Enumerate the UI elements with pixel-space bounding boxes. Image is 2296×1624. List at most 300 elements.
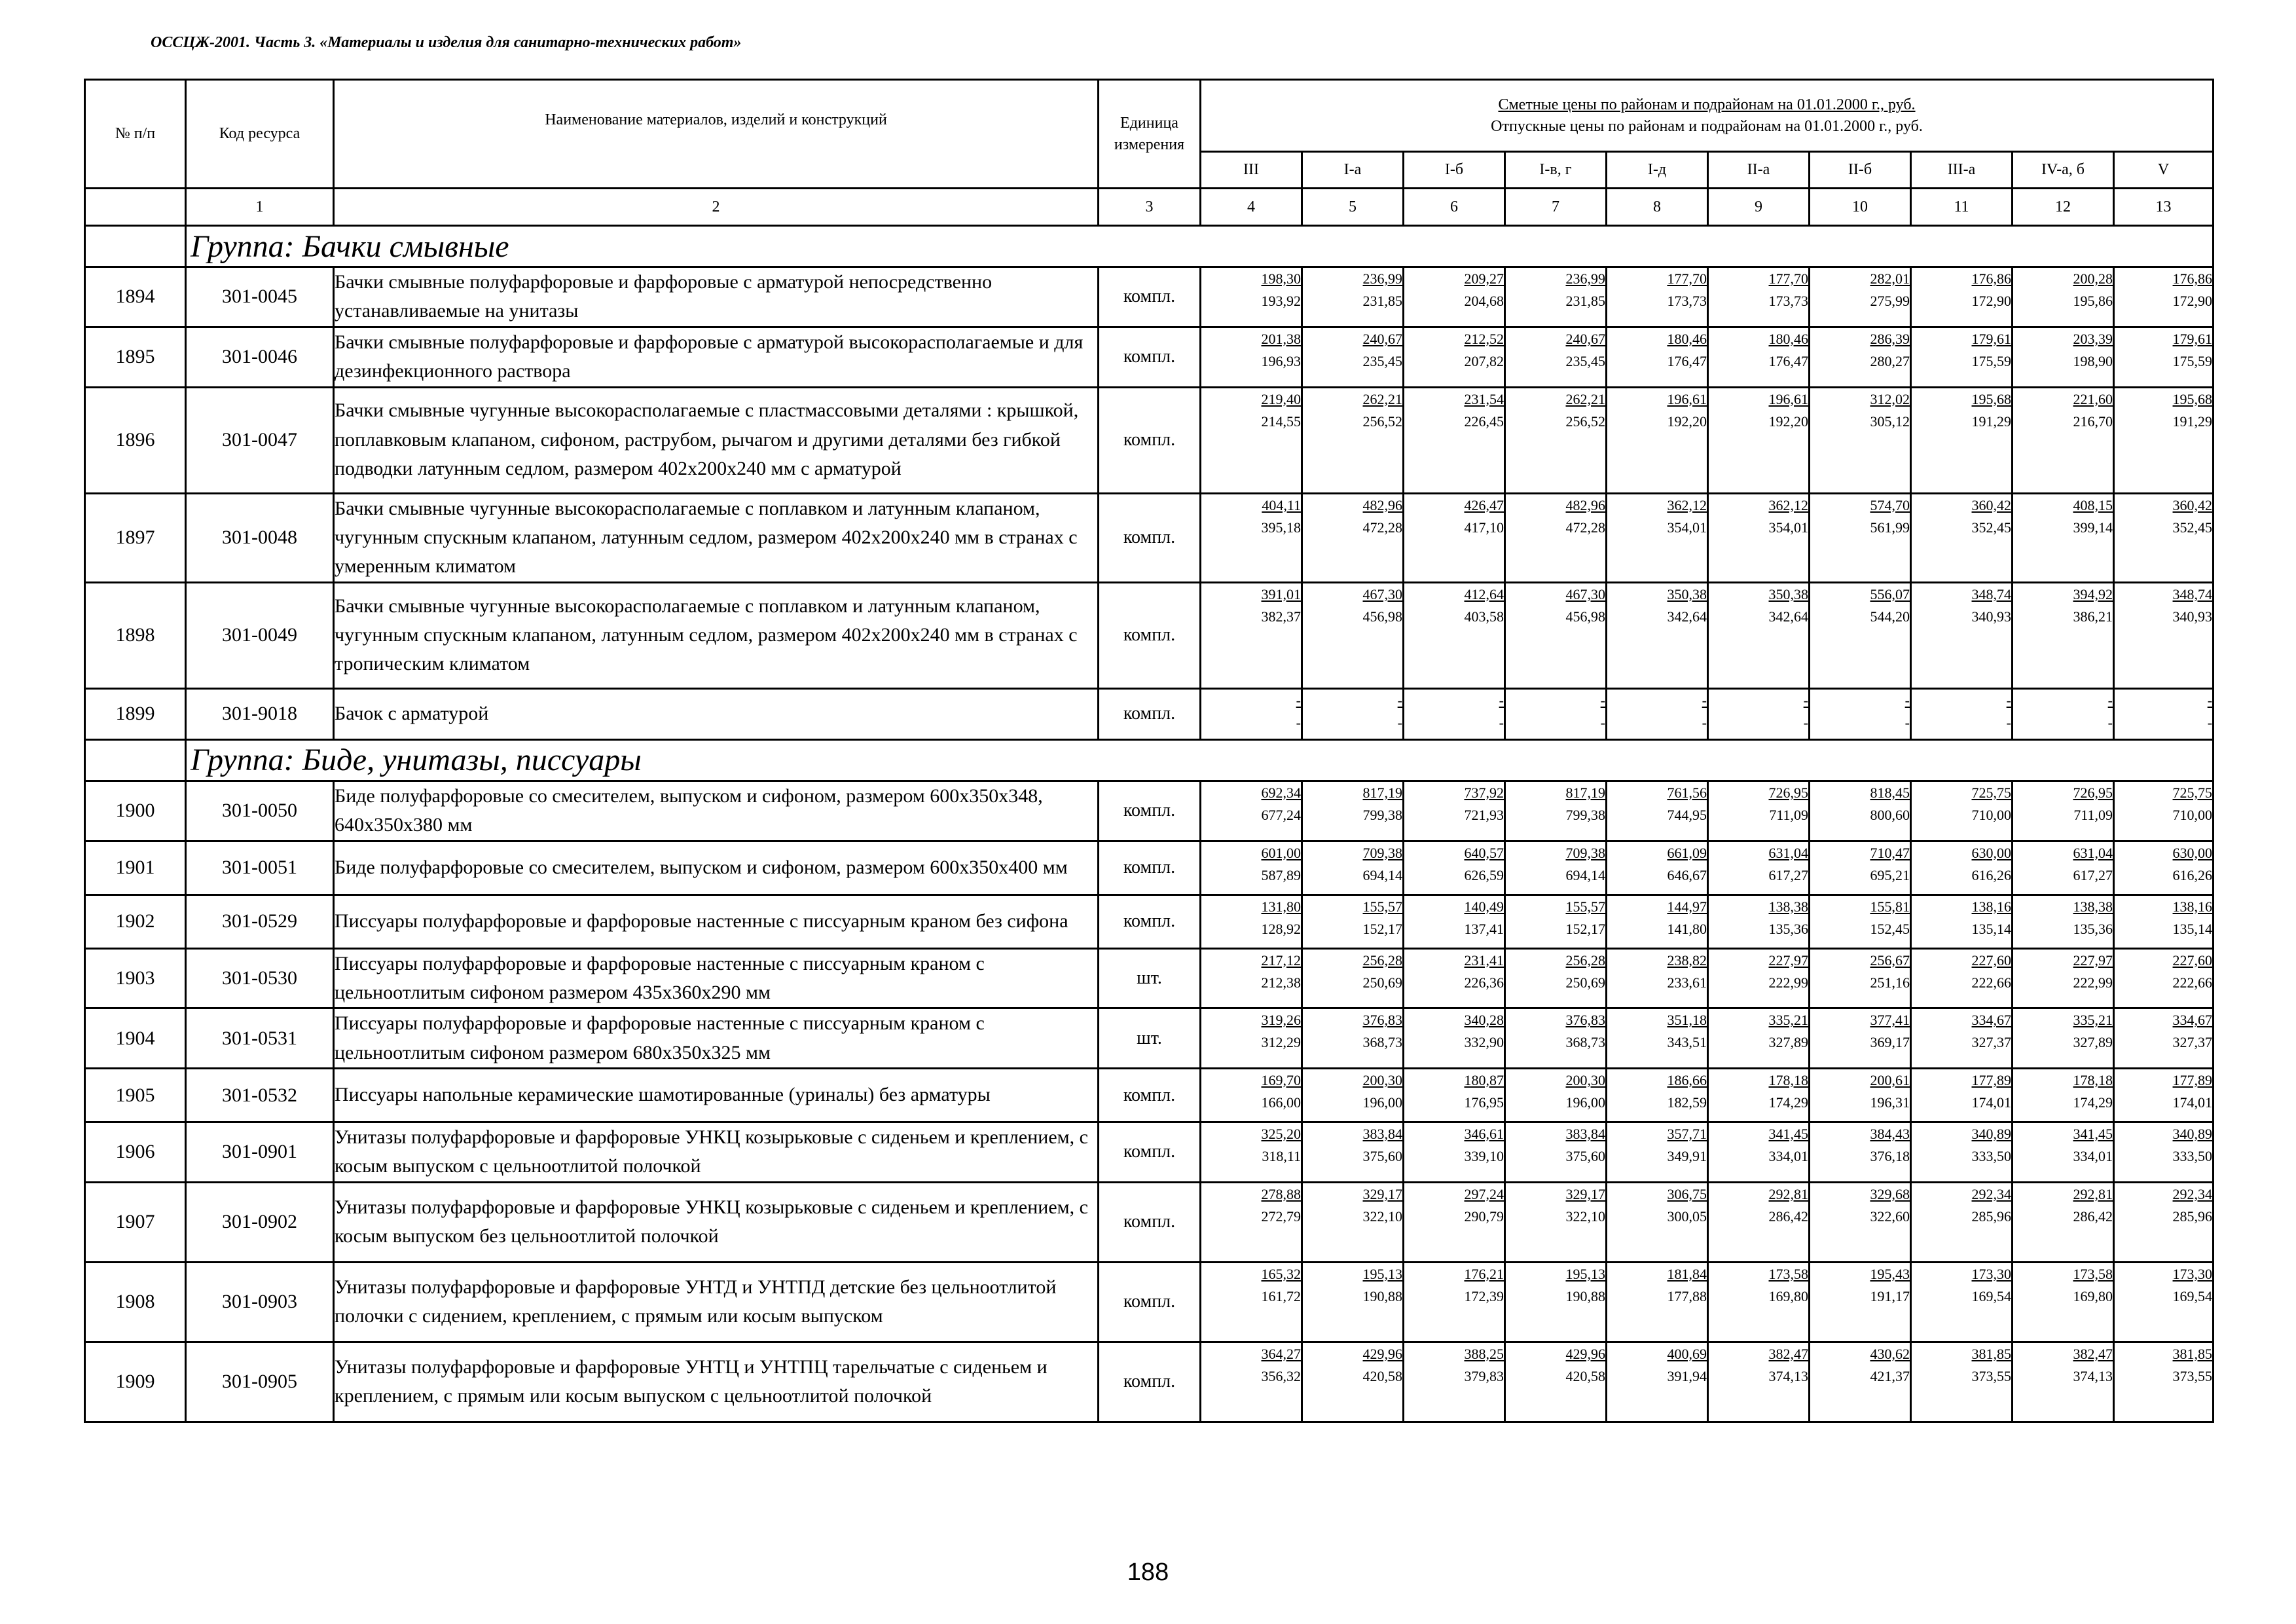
- estimated-price: 364,27: [1261, 1345, 1301, 1362]
- price-cell: [1607, 1262, 1708, 1342]
- price-cell: [1708, 493, 1810, 582]
- estimated-price: 709,38: [1362, 844, 1402, 861]
- estimated-price: 286,39: [1870, 330, 1910, 347]
- release-price: 172,90: [1971, 293, 2011, 310]
- price-cell: [1505, 1008, 1607, 1069]
- estimated-price: 383,84: [1362, 1126, 1402, 1143]
- estimated-price: 381,85: [2172, 1345, 2213, 1362]
- price-cell: [1911, 493, 2013, 582]
- estimated-price: 140,49: [1464, 898, 1504, 915]
- estimated-price: 329,17: [1362, 1185, 1402, 1202]
- price-cell: [1911, 688, 2013, 739]
- header-no: № п/п: [85, 80, 186, 189]
- estimated-price: 340,28: [1464, 1012, 1504, 1029]
- row-number: 1901: [85, 841, 186, 895]
- release-price: 135,36: [2073, 920, 2113, 937]
- estimated-price: 630,00: [2172, 844, 2213, 861]
- price-cell: [1607, 841, 1708, 895]
- estimated-price: 181,84: [1667, 1265, 1707, 1282]
- material-name: Унитазы полуфарфоровые и фарфоровые УНКЦ козырьковые с сиденьем и креплением, с косым выпуском без цельноотлитой полочкой: [334, 1182, 1099, 1262]
- price-cell: [2013, 327, 2114, 387]
- row-number: 1895: [85, 327, 186, 387]
- price-cell: [1810, 327, 1911, 387]
- column-number: 11: [1911, 189, 2013, 226]
- estimated-price: 360,42: [2172, 496, 2213, 513]
- price-cell: [1810, 688, 1911, 739]
- price-cell: [1201, 781, 1302, 841]
- estimated-price: -: [1904, 692, 1910, 709]
- estimated-price: 391,01: [1261, 585, 1301, 602]
- release-price: 456,98: [1362, 608, 1402, 625]
- material-name: Писсуары полуфарфоровые и фарфоровые настенные с писсуарным краном без сифона: [334, 895, 1099, 948]
- estimated-price: 429,96: [1565, 1345, 1605, 1362]
- unit-of-measure: компл.: [1099, 327, 1201, 387]
- price-cell: [1302, 387, 1404, 493]
- price-cell: [1201, 1262, 1302, 1342]
- estimated-price: 630,00: [1971, 844, 2011, 861]
- material-name: Бачки смывные чугунные высокорасполагаемые с поплавком и латунным клапаном, чугунным спускным клапаном, латунным седлом, размером 402х200х240 мм в странах с тропическим климатом: [334, 582, 1099, 688]
- release-price: 235,45: [1362, 352, 1402, 369]
- release-price: 544,20: [1870, 608, 1910, 625]
- estimated-price: 227,97: [2073, 951, 2113, 969]
- release-price: 339,10: [1464, 1148, 1504, 1165]
- release-price: 272,79: [1261, 1208, 1301, 1225]
- price-cell: [2114, 1182, 2214, 1262]
- price-cell: [1505, 1342, 1607, 1422]
- price-cell: [1607, 1069, 1708, 1122]
- estimated-price: 341,45: [2073, 1126, 2113, 1143]
- estimated-price: 176,21: [1464, 1265, 1504, 1282]
- estimated-price: 196,61: [1768, 390, 1808, 407]
- material-name: Бачки смывные полуфарфоровые и фарфоровые с арматурой высокорасполагаемые и для дезинфекционного раствора: [334, 327, 1099, 387]
- price-cell: [1404, 688, 1505, 739]
- release-price: 152,45: [1870, 920, 1910, 937]
- estimated-price: 200,30: [1362, 1072, 1402, 1089]
- release-price: 135,14: [1971, 920, 2011, 937]
- release-price: 174,01: [1971, 1094, 2011, 1111]
- estimated-price: 292,34: [1971, 1185, 2011, 1202]
- release-price: 135,36: [1768, 920, 1808, 937]
- release-price: 694,14: [1362, 866, 1402, 883]
- price-cell: [2114, 327, 2214, 387]
- header-release-prices: Отпускные цены по районам и подрайонам на 01.01.2000 г., руб.: [1491, 117, 1923, 135]
- release-price: 128,92: [1261, 920, 1301, 937]
- release-price: 169,80: [2073, 1287, 2113, 1304]
- column-number: 1: [186, 189, 334, 226]
- estimated-price: 340,89: [2172, 1126, 2213, 1143]
- release-price: 193,92: [1261, 293, 1301, 310]
- column-number: 9: [1708, 189, 1810, 226]
- release-price: -: [1702, 714, 1707, 731]
- estimated-price: 179,61: [1971, 330, 2011, 347]
- price-cell: [1911, 895, 2013, 948]
- release-price: 382,37: [1261, 608, 1301, 625]
- release-price: 561,99: [1870, 519, 1910, 536]
- release-price: 334,01: [2073, 1148, 2113, 1165]
- price-cell: [1302, 582, 1404, 688]
- estimated-price: 165,32: [1261, 1265, 1301, 1282]
- column-number-blank: [85, 189, 186, 226]
- table-row: [85, 1008, 2214, 1069]
- release-price: 250,69: [1362, 974, 1402, 991]
- estimated-price: 177,89: [2172, 1072, 2213, 1089]
- estimated-price: 177,70: [1768, 270, 1808, 287]
- table-row: [85, 267, 2214, 327]
- release-price: 222,99: [2073, 974, 2113, 991]
- price-cell: [1708, 1262, 1810, 1342]
- release-price: 222,66: [1971, 974, 2011, 991]
- release-price: 191,17: [1870, 1287, 1910, 1304]
- price-cell: [2114, 582, 2214, 688]
- release-price: 349,91: [1667, 1148, 1707, 1165]
- price-cell: [1201, 1008, 1302, 1069]
- release-price: 403,58: [1464, 608, 1504, 625]
- material-name: Писсуары полуфарфоровые и фарфоровые настенные с писсуарным краном с цельноотлитым сифоном размером 680х350х325 мм: [334, 1008, 1099, 1069]
- estimated-price: 155,57: [1362, 898, 1402, 915]
- price-cell: [2114, 267, 2214, 327]
- estimated-price: 362,12: [1768, 496, 1808, 513]
- estimated-price: 362,12: [1667, 496, 1707, 513]
- price-cell: [1911, 582, 2013, 688]
- unit-of-measure: компл.: [1099, 267, 1201, 327]
- price-cell: [2013, 1008, 2114, 1069]
- release-price: 182,59: [1667, 1094, 1707, 1111]
- material-name: Бачки смывные полуфарфоровые и фарфоровые с арматурой непосредственно устанавливаемые на унитазы: [334, 267, 1099, 327]
- release-price: -: [1904, 714, 1910, 731]
- row-number: 1896: [85, 387, 186, 493]
- unit-of-measure: шт.: [1099, 948, 1201, 1008]
- release-price: -: [1296, 714, 1301, 731]
- column-number: 5: [1302, 189, 1404, 226]
- release-price: 231,85: [1565, 293, 1605, 310]
- estimated-price: 709,38: [1565, 844, 1605, 861]
- price-cell: [1607, 1182, 1708, 1262]
- release-price: 374,13: [2073, 1367, 2113, 1384]
- release-price: 176,47: [1768, 352, 1808, 369]
- estimated-price: 212,52: [1464, 330, 1504, 347]
- price-cell: [1911, 1069, 2013, 1122]
- estimated-price: 231,54: [1464, 390, 1504, 407]
- release-price: 421,37: [1870, 1367, 1910, 1384]
- estimated-price: 219,40: [1261, 390, 1301, 407]
- header-region: III-а: [1911, 152, 2013, 189]
- release-price: 174,29: [1768, 1094, 1808, 1111]
- price-cell: [1708, 1069, 1810, 1122]
- price-cell: [1708, 895, 1810, 948]
- page-number: 188: [1127, 1559, 1169, 1586]
- table-row: [85, 582, 2214, 688]
- material-name: Унитазы полуфарфоровые и фарфоровые УНКЦ козырьковые с сиденьем и креплением, с косым выпуском с цельноотлитой полочкой: [334, 1122, 1099, 1183]
- release-price: 322,10: [1362, 1208, 1402, 1225]
- material-name: Бачки смывные чугунные высокорасполагаемые с пластмассовыми деталями : крышкой, поплавковым клапаном, сифоном, раструбом, рычагом и другими деталями без гибкой подводки латунным седлом, размером 402х200х240 мм с арматурой: [334, 387, 1099, 493]
- unit-of-measure: компл.: [1099, 387, 1201, 493]
- release-price: 174,01: [2172, 1094, 2213, 1111]
- release-price: 174,29: [2073, 1094, 2113, 1111]
- price-cell: [1201, 387, 1302, 493]
- estimated-price: -: [2107, 692, 2113, 709]
- price-cell: [2114, 1122, 2214, 1183]
- estimated-price: 227,97: [1768, 951, 1808, 969]
- release-price: 275,99: [1870, 293, 1910, 310]
- release-price: 369,17: [1870, 1034, 1910, 1051]
- estimated-price: 329,68: [1870, 1185, 1910, 1202]
- price-cell: [2013, 387, 2114, 493]
- release-price: 235,45: [1565, 352, 1605, 369]
- price-cell: [1607, 1122, 1708, 1183]
- release-price: 327,37: [1971, 1034, 2011, 1051]
- price-table: [84, 79, 2214, 1423]
- column-number: 12: [2013, 189, 2114, 226]
- price-cell: [1708, 327, 1810, 387]
- estimated-price: 217,12: [1261, 951, 1301, 969]
- price-cell: [2013, 1262, 2114, 1342]
- estimated-price: 180,46: [1667, 330, 1707, 347]
- material-name: Биде полуфарфоровые со смесителем, выпуском и сифоном, размером 600х350х400 мм: [334, 841, 1099, 895]
- row-number: 1897: [85, 493, 186, 582]
- release-price: 799,38: [1565, 806, 1605, 823]
- estimated-price: 292,81: [2073, 1185, 2113, 1202]
- price-cell: [2114, 387, 2214, 493]
- header-prices: [1201, 80, 2214, 152]
- estimated-price: 195,43: [1870, 1265, 1910, 1282]
- estimated-price: 200,30: [1565, 1072, 1605, 1089]
- price-cell: [1810, 267, 1911, 327]
- release-price: 175,59: [1971, 352, 2011, 369]
- estimated-price: 710,47: [1870, 844, 1910, 861]
- release-price: 192,20: [1667, 413, 1707, 430]
- price-cell: [1607, 387, 1708, 493]
- price-cell: [2013, 1069, 2114, 1122]
- release-price: 169,80: [1768, 1287, 1808, 1304]
- estimated-price: 195,13: [1565, 1265, 1605, 1282]
- estimated-price: 138,16: [2172, 898, 2213, 915]
- price-cell: [1201, 267, 1302, 327]
- estimated-price: 325,20: [1261, 1126, 1301, 1143]
- release-price: -: [1499, 714, 1504, 731]
- price-cell: [1302, 1262, 1404, 1342]
- estimated-price: 144,97: [1667, 898, 1707, 915]
- header-region: I-а: [1302, 152, 1404, 189]
- release-price: 334,01: [1768, 1148, 1808, 1165]
- estimated-price: 292,34: [2172, 1185, 2213, 1202]
- release-price: 587,89: [1261, 866, 1301, 883]
- resource-code: 301-0051: [186, 841, 334, 895]
- release-price: 137,41: [1464, 920, 1504, 937]
- unit-of-measure: компл.: [1099, 781, 1201, 841]
- resource-code: 301-0532: [186, 1069, 334, 1122]
- price-cell: [1302, 1069, 1404, 1122]
- price-cell: [1810, 1182, 1911, 1262]
- price-cell: [1302, 1008, 1404, 1069]
- price-cell: [1810, 1008, 1911, 1069]
- release-price: 166,00: [1261, 1094, 1301, 1111]
- release-price: 472,28: [1565, 519, 1605, 536]
- resource-code: 301-0905: [186, 1342, 334, 1422]
- price-cell: [2114, 1069, 2214, 1122]
- release-price: 327,89: [1768, 1034, 1808, 1051]
- unit-of-measure: компл.: [1099, 688, 1201, 739]
- estimated-price: 725,75: [1971, 784, 2011, 801]
- price-cell: [2013, 493, 2114, 582]
- estimated-price: 348,74: [1971, 585, 2011, 602]
- row-number: 1909: [85, 1342, 186, 1422]
- estimated-price: 382,47: [1768, 1345, 1808, 1362]
- estimated-price: 329,17: [1565, 1185, 1605, 1202]
- estimated-price: 297,24: [1464, 1185, 1504, 1202]
- estimated-price: 278,88: [1261, 1185, 1301, 1202]
- table-row: [85, 688, 2214, 739]
- price-cell: [1404, 948, 1505, 1008]
- price-cell: [2114, 1262, 2214, 1342]
- estimated-price: 227,60: [1971, 951, 2011, 969]
- estimated-price: 178,18: [1768, 1072, 1808, 1089]
- row-number: 1907: [85, 1182, 186, 1262]
- release-price: 368,73: [1362, 1034, 1402, 1051]
- release-price: 196,93: [1261, 352, 1301, 369]
- release-price: 251,16: [1870, 974, 1910, 991]
- price-cell: [1201, 895, 1302, 948]
- price-cell: [1708, 1122, 1810, 1183]
- estimated-price: 173,30: [2172, 1265, 2213, 1282]
- estimated-price: 282,01: [1870, 270, 1910, 287]
- release-price: 207,82: [1464, 352, 1504, 369]
- header-region: III: [1201, 152, 1302, 189]
- price-cell: [1810, 493, 1911, 582]
- price-cell: [2114, 1008, 2214, 1069]
- price-cell: [1201, 1069, 1302, 1122]
- estimated-price: 426,47: [1464, 496, 1504, 513]
- price-cell: [2114, 781, 2214, 841]
- price-cell: [1708, 1182, 1810, 1262]
- release-price: 354,01: [1667, 519, 1707, 536]
- estimated-price: 388,25: [1464, 1345, 1504, 1362]
- estimated-price: -: [1702, 692, 1707, 709]
- release-price: 354,01: [1768, 519, 1808, 536]
- price-cell: [1404, 582, 1505, 688]
- price-cell: [1607, 267, 1708, 327]
- estimated-price: 335,21: [2073, 1012, 2113, 1029]
- price-cell: [1911, 841, 2013, 895]
- price-cell: [1505, 1182, 1607, 1262]
- release-price: 176,95: [1464, 1094, 1504, 1111]
- estimated-price: 256,28: [1362, 951, 1402, 969]
- release-price: 376,18: [1870, 1148, 1910, 1165]
- price-cell: [1302, 1182, 1404, 1262]
- estimated-price: 240,67: [1565, 330, 1605, 347]
- release-price: 710,00: [1971, 806, 2011, 823]
- estimated-price: -: [1397, 692, 1402, 709]
- release-price: 799,38: [1362, 806, 1402, 823]
- price-cell: [1607, 493, 1708, 582]
- price-cell: [1505, 267, 1607, 327]
- release-price: 190,88: [1565, 1287, 1605, 1304]
- estimated-price: 351,18: [1667, 1012, 1707, 1029]
- material-name: Унитазы полуфарфоровые и фарфоровые УНТЦ и УНТПЦ тарельчатые с сиденьем и креплением, с прямым или косым выпуском с цельноотлитой полочкой: [334, 1342, 1099, 1422]
- material-name: Унитазы полуфарфоровые и фарфоровые УНТД и УНТПД детские без цельноотлитой полочки с сидением, креплением, с прямым или косым выпуском: [334, 1262, 1099, 1342]
- release-price: 312,29: [1261, 1034, 1301, 1051]
- release-price: 176,47: [1667, 352, 1707, 369]
- release-price: 342,64: [1667, 608, 1707, 625]
- group-row-blank: [85, 739, 186, 781]
- material-name: Писсуары напольные керамические шамотированные (уриналы) без арматуры: [334, 1069, 1099, 1122]
- price-cell: [1404, 895, 1505, 948]
- header-estimated-prices: Сметные цены по районам и подрайонам на 01.01.2000 г., руб.: [1498, 96, 1916, 114]
- estimated-price: 335,21: [1768, 1012, 1808, 1029]
- material-name: Бачок с арматурой: [334, 688, 1099, 739]
- price-cell: [1201, 582, 1302, 688]
- estimated-price: 173,58: [1768, 1265, 1808, 1282]
- release-price: 352,45: [1971, 519, 2011, 536]
- price-cell: [1201, 1342, 1302, 1422]
- release-price: 710,00: [2172, 806, 2213, 823]
- resource-code: 301-0903: [186, 1262, 334, 1342]
- price-cell: [1505, 493, 1607, 582]
- price-cell: [1810, 1262, 1911, 1342]
- release-price: 214,55: [1261, 413, 1301, 430]
- price-cell: [1708, 688, 1810, 739]
- price-cell: [1810, 781, 1911, 841]
- unit-of-measure: компл.: [1099, 1182, 1201, 1262]
- material-name: Писсуары полуфарфоровые и фарфоровые настенные с писсуарным краном с цельноотлитым сифоном размером 435х360х290 мм: [334, 948, 1099, 1008]
- resource-code: 301-0901: [186, 1122, 334, 1183]
- release-price: 340,93: [1971, 608, 2011, 625]
- release-price: 161,72: [1261, 1287, 1301, 1304]
- column-number: 2: [334, 189, 1099, 226]
- estimated-price: 195,13: [1362, 1265, 1402, 1282]
- group-row-blank: [85, 226, 186, 267]
- estimated-price: 467,30: [1565, 585, 1605, 602]
- release-price: 212,38: [1261, 974, 1301, 991]
- price-cell: [1302, 688, 1404, 739]
- release-price: 626,59: [1464, 866, 1504, 883]
- release-price: 456,98: [1565, 608, 1605, 625]
- table-row: [85, 493, 2214, 582]
- table-row: [85, 1182, 2214, 1262]
- price-cell: [1911, 1008, 2013, 1069]
- estimated-price: 195,68: [1971, 390, 2011, 407]
- price-cell: [1607, 948, 1708, 1008]
- row-number: 1908: [85, 1262, 186, 1342]
- price-cell: [1302, 841, 1404, 895]
- estimated-price: 376,83: [1565, 1012, 1605, 1029]
- price-cell: [1708, 1008, 1810, 1069]
- estimated-price: 262,21: [1565, 390, 1605, 407]
- price-cell: [2013, 267, 2114, 327]
- column-number: 3: [1099, 189, 1201, 226]
- row-number: 1902: [85, 895, 186, 948]
- estimated-price: 236,99: [1565, 270, 1605, 287]
- group-title: Группа: Бачки смывные: [186, 226, 2214, 267]
- estimated-price: 394,92: [2073, 585, 2113, 602]
- header-region: I-в, г: [1505, 152, 1607, 189]
- price-cell: [1201, 1122, 1302, 1183]
- price-cell: [1708, 387, 1810, 493]
- estimated-price: 631,04: [2073, 844, 2113, 861]
- release-price: 250,69: [1565, 974, 1605, 991]
- estimated-price: 357,71: [1667, 1126, 1707, 1143]
- release-price: 386,21: [2073, 608, 2113, 625]
- header-name: Наименование материалов, изделий и конструкций: [334, 80, 1099, 189]
- document-header: ОССЦЖ-2001. Часть 3. «Материалы и изделия для санитарно-технических работ»: [151, 34, 742, 51]
- resource-code: 301-0045: [186, 267, 334, 327]
- estimated-price: -: [2207, 692, 2213, 709]
- table-row: [85, 948, 2214, 1008]
- release-price: 472,28: [1362, 519, 1402, 536]
- estimated-price: 340,89: [1971, 1126, 2011, 1143]
- release-price: -: [2006, 714, 2011, 731]
- row-number: 1894: [85, 267, 186, 327]
- estimated-price: 186,66: [1667, 1072, 1707, 1089]
